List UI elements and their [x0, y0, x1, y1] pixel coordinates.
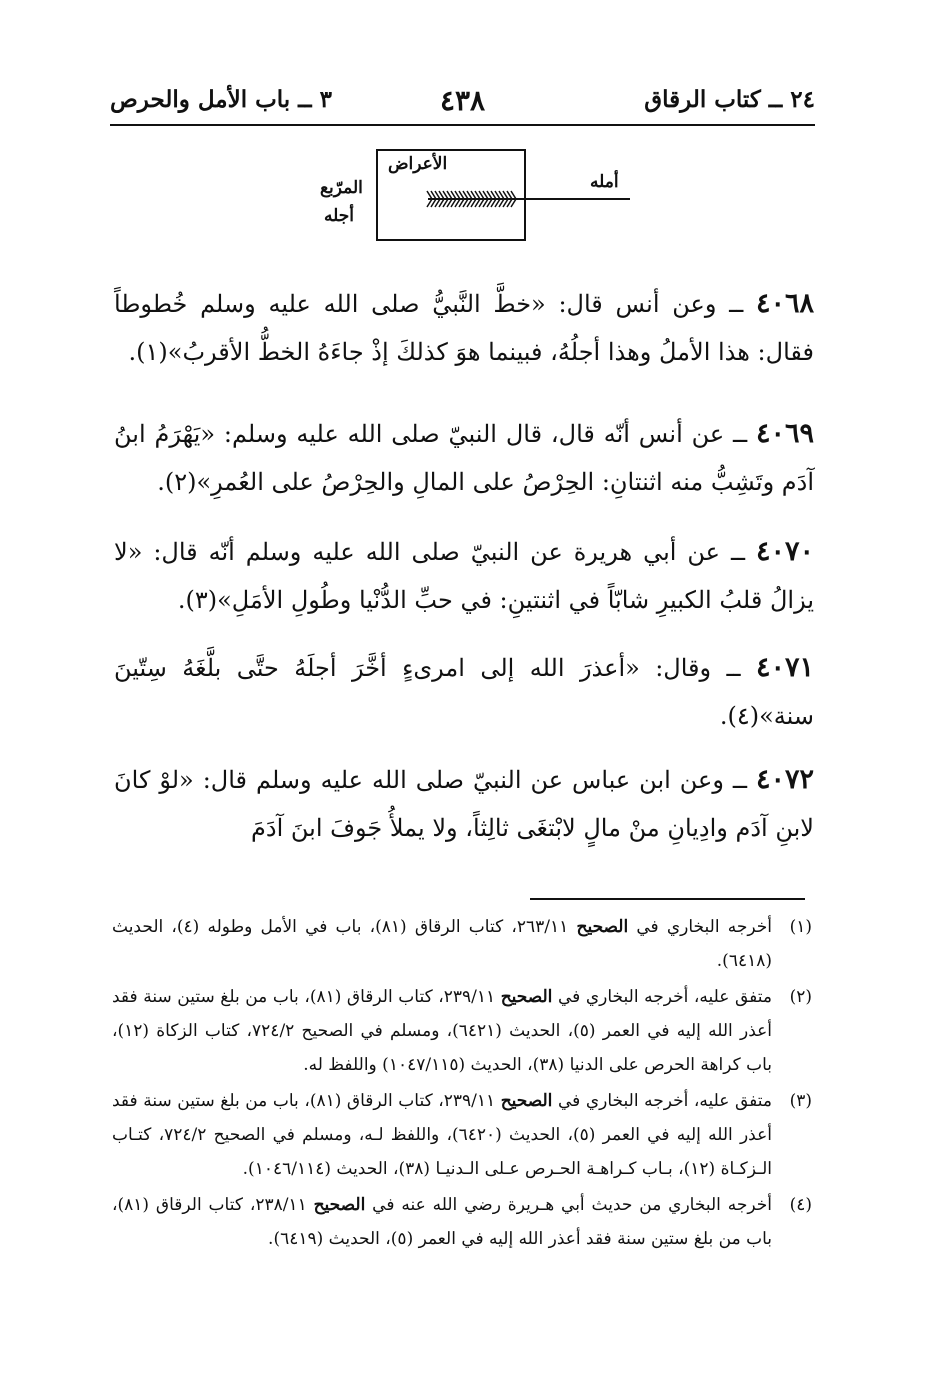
- footnote-number: (٢): [789, 987, 812, 1007]
- page-number: ٤٣٨: [439, 84, 486, 117]
- hadith-paragraph: [114, 410, 814, 506]
- hadith-text: ــ عن أنس أنّه قال، قال النبيّ صلى الله عليه وسلم: «يَهْرَمُ ابنُ آدَم وتَشِبُّ منه اثنتانِ: الحِرْصُ على المالِ والحِرْصُ على العُمرِ»: [114, 420, 814, 496]
- footnote-source-bold: الصحيح: [500, 1091, 553, 1111]
- hadith-text: ــ وعن أنس قال: «خطَّ النَّبيُّ صلى الله عليه وسلم خُطوطاً فقال: هذا الأملُ وهذا أجلُهُ، فبينما هوَ كذلكَ إذْ جاءَهُ الخطُّ الأقربُ»: [114, 290, 814, 366]
- footnote-source-bold: الصحيح: [313, 1195, 366, 1215]
- footnote-text-post: ٢٦٣/١١، كتاب الرقاق (٨١)، باب في الأمل وطوله (٤)، الحديث (٦٤١٨).: [112, 917, 772, 971]
- footnote-text-post: ٢٣٩/١١، كتاب الرقاق (٨١)، باب من بلغ ستين سنة فقد أعذر الله إليه في العمر (٥)، الحديث (٦٤٢١)، ومسلم في الصحيح ٧٢٤/٢، كتاب الزكاة (١٢)، باب كراهة الحرص على الدنيا (٣٨)، الحديث (١٠٤٧/١١٥) واللفظ له.: [112, 987, 772, 1075]
- hadith-number: ٤٠٦٩: [755, 418, 814, 449]
- hadith-note: (٣).: [177, 586, 218, 614]
- hadith-text: ــ وقال: «أعذرَ الله إلى امرىءٍ أخَّرَ أجلَهُ حتَّى بلَّغَهُ سِتّينَ سنة»: [114, 654, 814, 730]
- footnote-text-pre: متفق عليه، أخرجه البخاري في: [552, 987, 772, 1007]
- diagram-label-left-bottom: أجله: [324, 206, 354, 226]
- footnote: [112, 1188, 812, 1256]
- hadith-paragraph: [114, 756, 814, 852]
- header-divider: [110, 124, 815, 126]
- chapter-title: ٢٤ ــ كتاب الرقاق: [644, 86, 815, 113]
- hadith-note: (٢).: [157, 468, 197, 496]
- hope-diagram: [300, 140, 660, 250]
- hadith-number: ٤٠٧١: [755, 652, 814, 683]
- running-header: [110, 86, 815, 126]
- footnote: [112, 910, 812, 978]
- diagram-label-left-top: المرّبع: [320, 178, 363, 198]
- footnote-number: (١): [789, 917, 812, 937]
- footnote-source-bold: الصحيح: [500, 987, 553, 1007]
- hadith-paragraph: [114, 280, 814, 376]
- footnote-text-post: ٢٣٩/١١، كتاب الرقاق (٨١)، باب من بلغ ستين سنة فقد أعذر الله إليه في العمر (٥)، الحديث (٦٤٢٠)، واللفظ لـه، ومسلم في الصحيح ٧٢٤/٢، كتـاب الـزكـاة (١٢)، بـاب كـراهـة الحـرص عـلى الـدنيـا (٣٨)، الحديث (١٠٤٦/١١٤).: [112, 1091, 772, 1179]
- footnote: [112, 1084, 812, 1186]
- footnote-text-pre: أخرجه البخاري من حديث أبي هـريرة رضي الله عنه في: [365, 1195, 772, 1215]
- footnote-text-pre: متفق عليه، أخرجه البخاري في: [552, 1091, 772, 1111]
- hadith-paragraph: [114, 528, 814, 624]
- footnote-divider: [530, 898, 805, 900]
- hadith-number: ٤٠٧٠: [755, 536, 814, 567]
- section-title: ٣ ــ باب الأمل والحرص: [110, 86, 333, 113]
- hadith-note: (١).: [128, 338, 168, 366]
- footnote: [112, 980, 812, 1082]
- hadith-text: ــ وعن ابن عباس عن النبيّ صلى الله عليه وسلم قال: «لوْ كانَ لابنِ آدَم وادِيانِ منْ مالٍ لابْتغَى ثالِثاً، ولا يملأُ جَوفَ ابنَ آدَمَ: [114, 766, 814, 842]
- hadith-note: (٤).: [719, 702, 760, 730]
- hadith-number: ٤٠٧٢: [755, 764, 814, 795]
- hadith-paragraph: [114, 644, 814, 740]
- diagram-label-top: الأعراض: [388, 154, 448, 174]
- footnote-number: (٤): [789, 1195, 812, 1215]
- footnotes: [112, 910, 812, 1258]
- footnote-text-post: ٢٣٨/١١، كتاب الرقاق (٨١)، باب من بلغ ستين سنة فقد أعذر الله إليه في العمر (٥)، الحديث (٦٤١٩).: [112, 1195, 772, 1249]
- footnote-source-bold: الصحيح: [576, 917, 629, 937]
- footnote-text-pre: أخرجه البخاري في: [628, 917, 772, 937]
- footnote-number: (٣): [789, 1091, 812, 1111]
- diagram-label-right: أمله: [590, 172, 619, 192]
- hadith-text: ــ عن أبي هريرة عن النبيّ صلى الله عليه وسلم أنّه قال: «لا يزالُ قلبُ الكبيرِ شابّاً في اثنتينِ: في حبِّ الدُّنْيا وطُولِ الأمَلِ»: [114, 538, 814, 614]
- hadith-number: ٤٠٦٨: [755, 288, 814, 319]
